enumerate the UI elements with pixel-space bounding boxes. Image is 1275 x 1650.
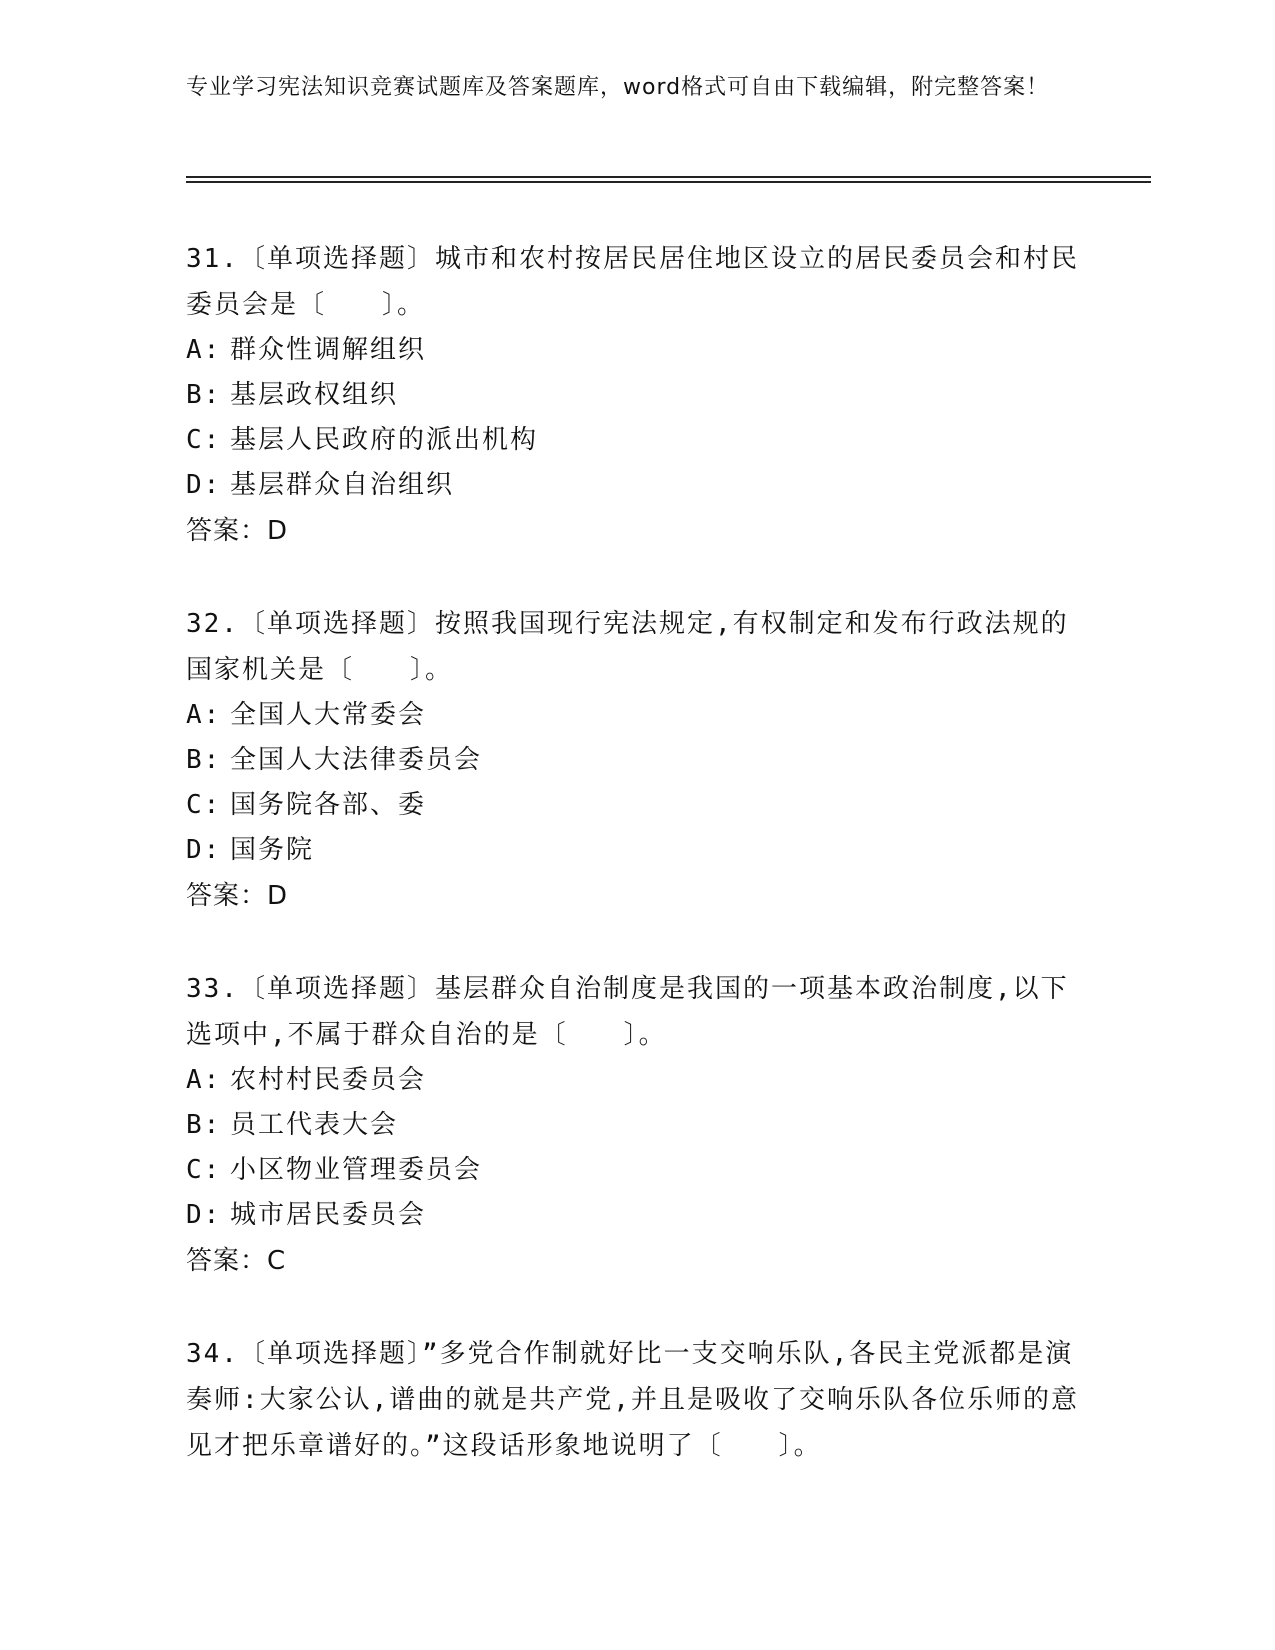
option-letter: C: — [186, 1155, 222, 1185]
option-letter: D: — [186, 1200, 222, 1230]
option-text: 全国人大常委会 — [230, 700, 427, 730]
option-letter: A: — [186, 700, 222, 730]
question-text: 33.〔单项选择题〕基层群众自治制度是我国的一项基本政治制度,以下选项中,不属于群众自治的是〔 〕。 — [186, 974, 1069, 1050]
option-text: 群众性调解组织 — [230, 335, 427, 365]
answer-line: 答案：C — [186, 1246, 287, 1276]
question-text: 34.〔单项选择题〕”多党合作制就好比一支交响乐队,各民主党派都是演奏师:大家公认,谱曲的就是共产党,并且是吸收了交响乐队各位乐师的意见才把乐章谱好的。”这段话形象地说明了〔 〕。 — [186, 1339, 1079, 1461]
option-letter: C: — [186, 425, 222, 455]
option-d — [186, 828, 1086, 873]
option-a — [186, 328, 1086, 373]
answer-line: 答案：D — [186, 881, 289, 911]
question-33 — [186, 966, 1086, 1284]
option-text: 全国人大法律委员会 — [230, 745, 483, 775]
question-32 — [186, 601, 1086, 919]
option-d — [186, 1193, 1086, 1238]
option-text: 基层政权组织 — [230, 380, 399, 410]
option-text: 小区物业管理委员会 — [230, 1155, 483, 1185]
option-a — [186, 693, 1086, 738]
option-a — [186, 1058, 1086, 1103]
option-letter: A: — [186, 1065, 222, 1095]
option-letter: B: — [186, 745, 222, 775]
option-text: 基层群众自治组织 — [230, 470, 455, 500]
option-text: 国务院各部、委 — [230, 790, 427, 820]
option-c — [186, 418, 1086, 463]
option-text: 农村村民委员会 — [230, 1065, 427, 1095]
option-d — [186, 463, 1086, 508]
option-letter: B: — [186, 380, 222, 410]
option-letter: B: — [186, 1110, 222, 1140]
header-divider-top — [186, 176, 1151, 178]
answer-line: 答案：D — [186, 516, 289, 546]
option-letter: D: — [186, 470, 222, 500]
option-b — [186, 1103, 1086, 1148]
option-c — [186, 1148, 1086, 1193]
option-text: 基层人民政府的派出机构 — [230, 425, 539, 455]
question-31 — [186, 236, 1086, 554]
option-letter: D: — [186, 835, 222, 865]
option-letter: C: — [186, 790, 222, 820]
question-text: 32.〔单项选择题〕按照我国现行宪法规定,有权制定和发布行政法规的国家机关是〔 〕。 — [186, 609, 1069, 685]
option-b — [186, 738, 1086, 783]
option-text: 城市居民委员会 — [230, 1200, 427, 1230]
option-text: 国务院 — [230, 835, 315, 865]
option-letter: A: — [186, 335, 222, 365]
option-text: 员工代表大会 — [230, 1110, 399, 1140]
document-intro: 专业学习宪法知识竞赛试题库及答案题库，word格式可自由下载编辑，附完整答案！ — [186, 75, 1050, 100]
question-text: 31.〔单项选择题〕城市和农村按居民居住地区设立的居民委员会和村民委员会是〔 〕。 — [186, 244, 1079, 320]
option-b — [186, 373, 1086, 418]
option-c — [186, 783, 1086, 828]
question-list — [186, 236, 1086, 1516]
question-34 — [186, 1331, 1086, 1469]
header-divider-bottom — [186, 181, 1151, 183]
